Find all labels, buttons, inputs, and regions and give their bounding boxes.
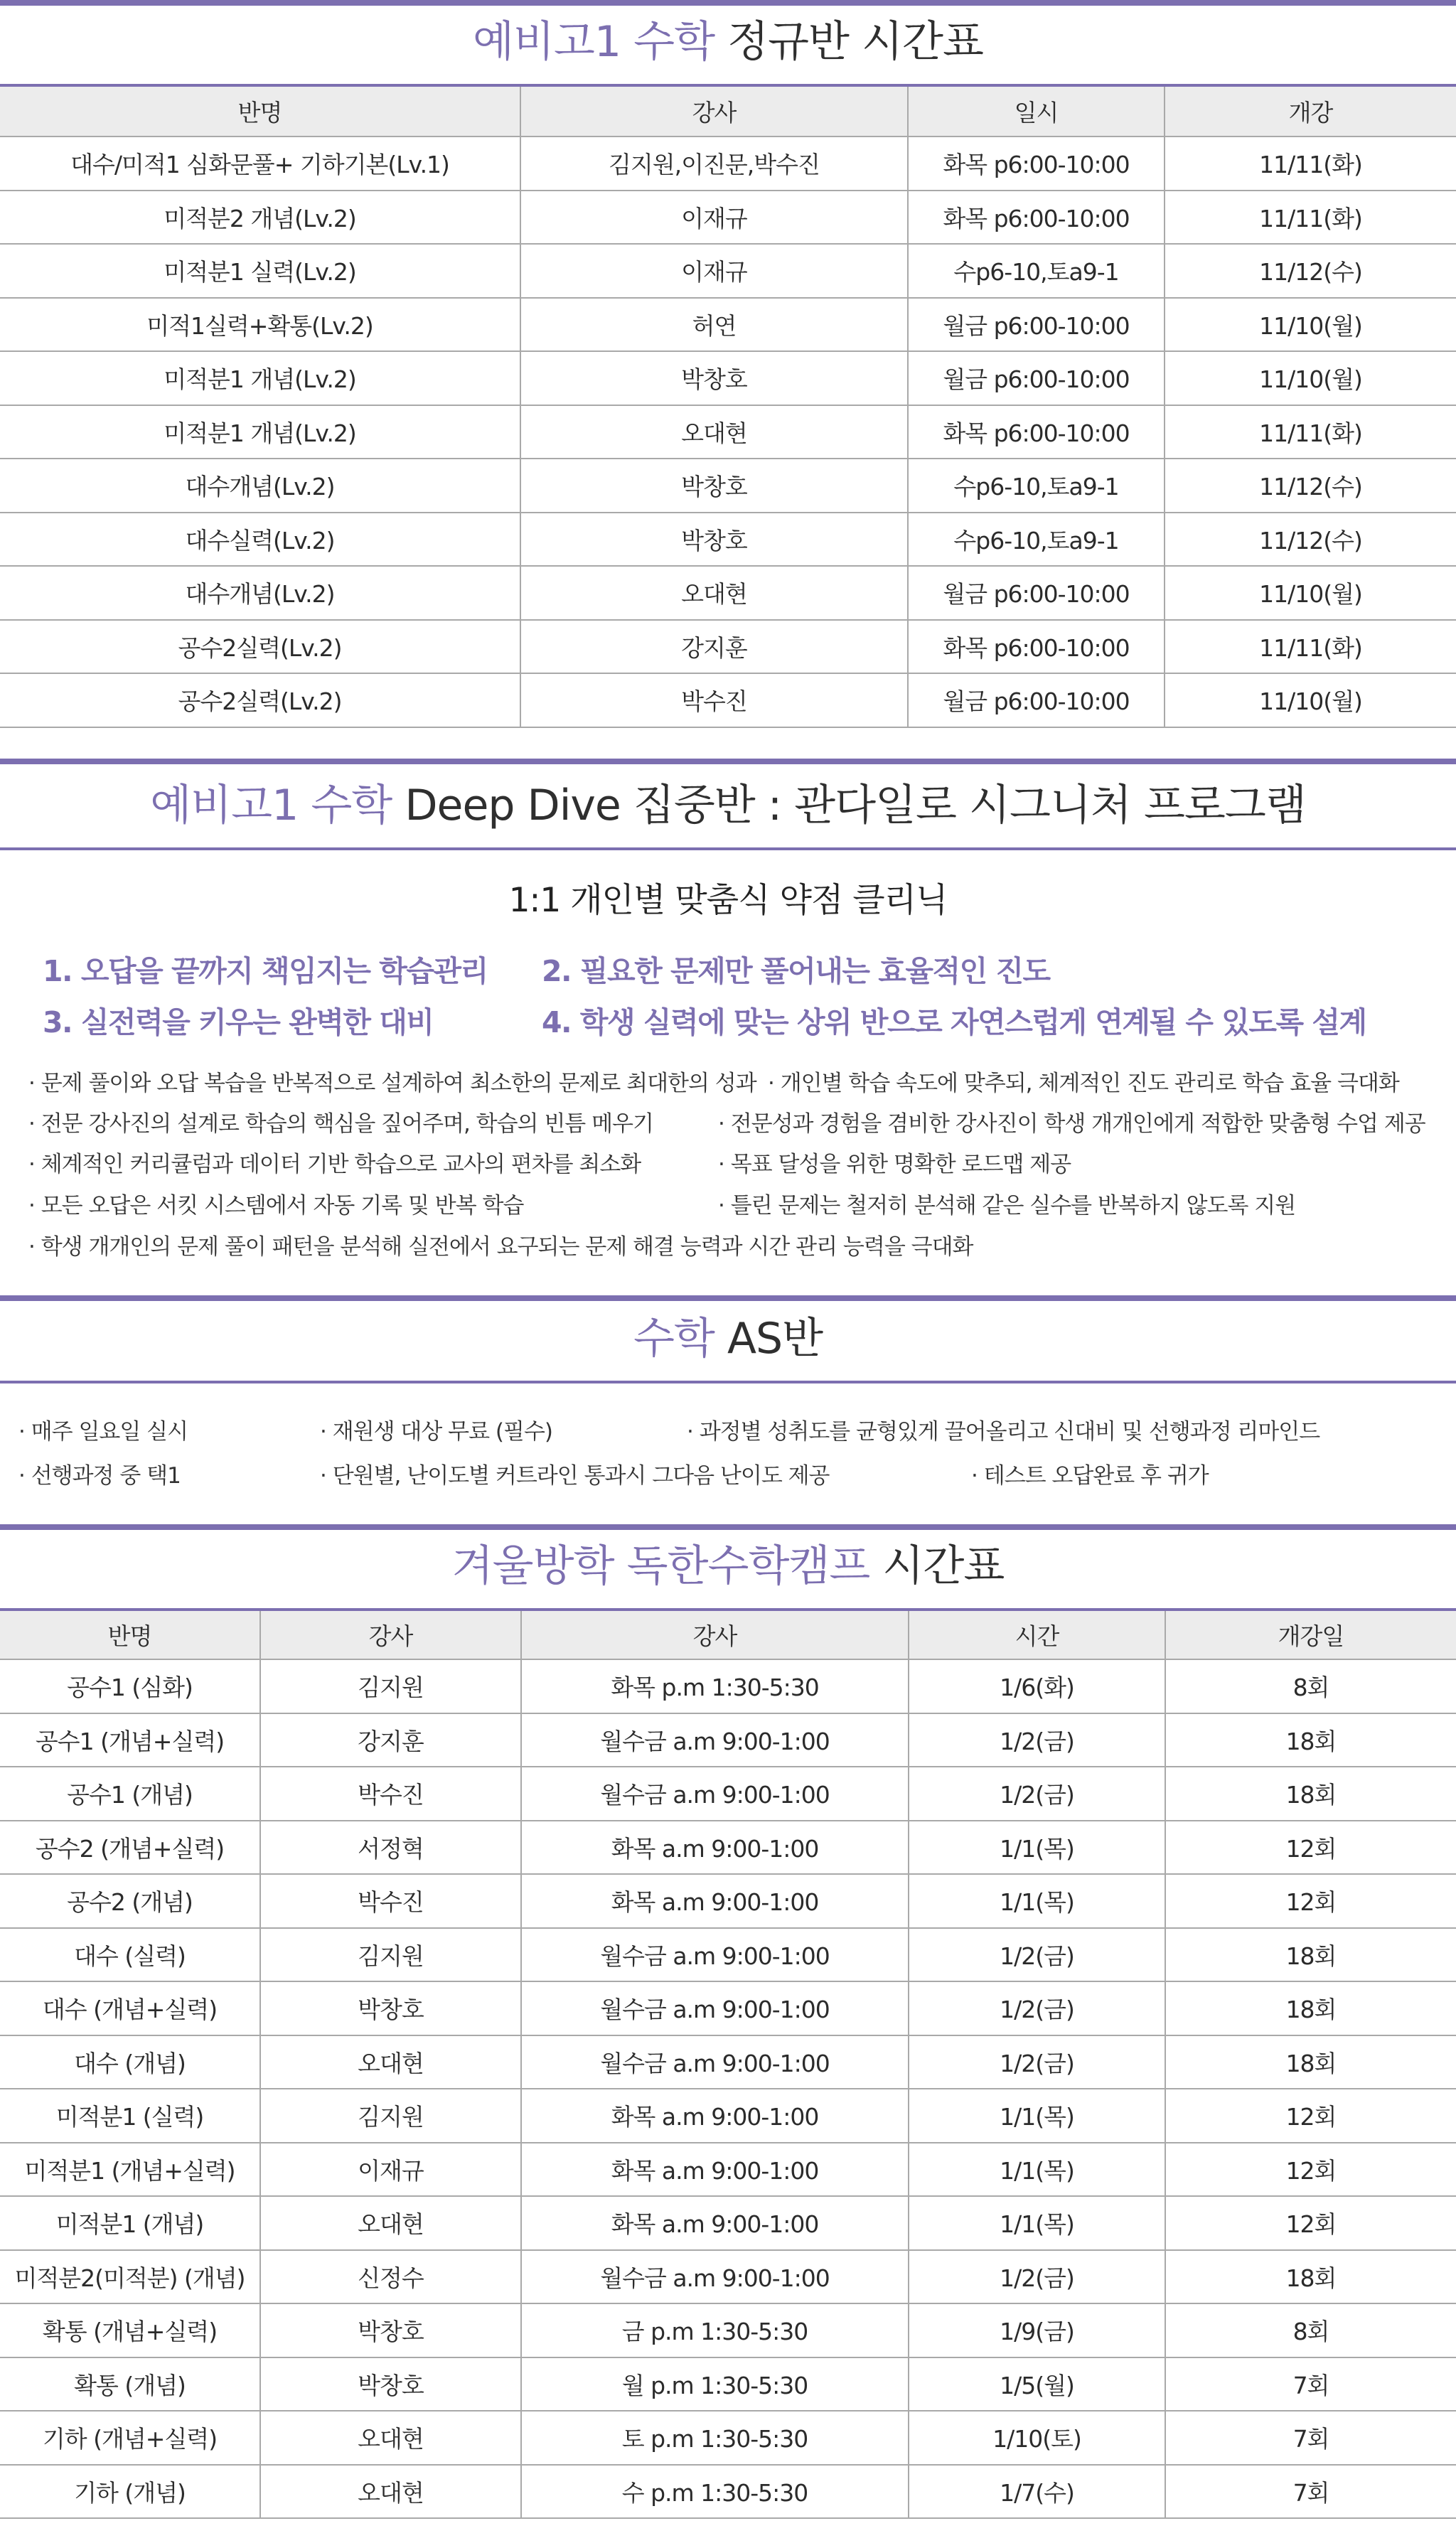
table-header-class: 반명 [0,87,520,136]
schedule-cell: 화목 a.m 9:00-1:00 [521,1821,909,1875]
key-point-4: 4. 학생 실력에 맞는 상위 반으로 자연스럽게 연계될 수 있도록 설계 [542,1005,1366,1039]
schedule-cell: 수p6-10,토a9-1 [908,513,1165,567]
table-row [0,566,1456,620]
table-row [0,1928,1456,1982]
table-row [0,405,1456,459]
class-name-cell: 대수 (실력) [0,1928,260,1982]
start-date-cell: 1/1(목) [909,1821,1165,1875]
table-header-teacher: 강사 [520,87,908,136]
table-row [0,620,1456,674]
table-row [0,2143,1456,2197]
class-name-cell: 확통 (개념) [0,2357,260,2412]
start-date-cell: 1/2(금) [909,1981,1165,2035]
sessions-cell: 7회 [1165,2357,1456,2412]
teacher-cell: 박창호 [520,513,908,567]
sessions-cell: 18회 [1165,1713,1456,1767]
teacher-cell: 서정혁 [260,1821,521,1875]
as-bullet: · 선행과정 중 택1 [18,1459,181,1493]
teacher-cell: 김지원 [260,1659,521,1713]
start-date-cell: 11/11(화) [1165,405,1456,459]
table-row [0,2089,1456,2143]
teacher-cell: 오대현 [520,566,908,620]
sessions-cell: 8회 [1165,1659,1456,1713]
class-name-cell: 공수1 (심화) [0,1659,260,1713]
section2-title-underline [0,847,1456,850]
start-date-cell: 1/2(금) [909,1928,1165,1982]
schedule-cell: 월수금 a.m 9:00-1:00 [521,1928,909,1982]
teacher-cell: 박수진 [520,673,908,727]
teacher-cell: 오대현 [260,2035,521,2089]
start-date-cell: 1/2(금) [909,1767,1165,1821]
teacher-cell: 오대현 [260,2196,521,2250]
teacher-cell: 김지원 [260,2089,521,2143]
start-date-cell: 11/12(수) [1165,513,1456,567]
class-name-cell: 미적분2 개념(Lv.2) [0,191,520,245]
key-point-1: 1. 오답을 끝까지 책임지는 학습관리 [43,954,488,988]
class-name-cell: 기하 (개념) [0,2465,260,2519]
as-bullet: · 단원별, 난이도별 커트라인 통과시 그다음 난이도 제공 [320,1459,830,1493]
key-point-2: 2. 필요한 문제만 풀어내는 효율적인 진도 [542,954,1050,988]
schedule-cell: 월수금 a.m 9:00-1:00 [521,2035,909,2089]
table-header-class: 반명 [0,1611,260,1659]
feature-bullet: · 전문 강사진의 설계로 학습의 핵심을 짚어주며, 학습의 빈틈 메우기 [28,1107,653,1141]
schedule-cell: 화목 p6:00-10:00 [908,191,1165,245]
section3-title-accent: 수학 [633,1314,714,1364]
teacher-cell: 박창호 [520,351,908,405]
table-row [0,298,1456,352]
table-row [0,244,1456,298]
as-bullet: · 테스트 오답완료 후 귀가 [971,1459,1209,1493]
start-date-cell: 1/7(수) [909,2465,1165,2519]
teacher-cell: 김지원,이진문,박수진 [520,136,908,191]
sessions-cell: 12회 [1165,1821,1456,1875]
sessions-cell: 18회 [1165,2035,1456,2089]
class-name-cell: 대수개념(Lv.2) [0,459,520,513]
teacher-cell: 오대현 [260,2465,521,2519]
schedule-cell: 화목 a.m 9:00-1:00 [521,2143,909,2197]
section1-top-rule [0,0,1456,6]
section2-title-accent: 예비고1 수학 [150,781,392,830]
sessions-cell: 8회 [1165,2303,1456,2357]
table-row [0,1767,1456,1821]
class-name-cell: 공수1 (개념) [0,1767,260,1821]
class-name-cell: 미적분1 실력(Lv.2) [0,244,520,298]
sessions-cell: 12회 [1165,1874,1456,1928]
schedule-cell: 수p6-10,토a9-1 [908,244,1165,298]
teacher-cell: 박창호 [260,1981,521,2035]
schedule-cell: 월금 p6:00-10:00 [908,298,1165,352]
start-date-cell: 1/10(토) [909,2411,1165,2465]
sessions-cell: 18회 [1165,1981,1456,2035]
teacher-cell: 김지원 [260,1928,521,1982]
feature-bullet: · 전문성과 경험을 겸비한 강사진이 학생 개개인에게 적합한 맞춤형 수업 제공 [718,1107,1425,1141]
section3-title-underline [0,1381,1456,1383]
schedule-cell: 월금 p6:00-10:00 [908,673,1165,727]
section1-title-rest: 정규반 시간표 [714,17,983,67]
schedule-cell: 화목 p.m 1:30-5:30 [521,1659,909,1713]
table-header-sessions: 개강일 [1165,1611,1456,1659]
section2-title-rest: Deep Dive 집중반 : 관다일로 시그니처 프로그램 [392,781,1306,830]
teacher-cell: 오대현 [520,405,908,459]
section1-title-accent: 예비고1 수학 [473,17,715,67]
class-name-cell: 미적분1 개념(Lv.2) [0,405,520,459]
class-name-cell: 대수 (개념+실력) [0,1981,260,2035]
teacher-cell: 신정수 [260,2250,521,2304]
sessions-cell: 18회 [1165,1928,1456,1982]
class-name-cell: 기하 (개념+실력) [0,2411,260,2465]
class-name-cell: 대수/미적1 심화문풀+ 기하기본(Lv.1) [0,136,520,191]
as-bullet: · 재원생 대상 무료 (필수) [320,1415,552,1449]
class-name-cell: 미적분2(미적분) (개념) [0,2250,260,2304]
table-header-schedule: 강사 [521,1611,909,1659]
sessions-cell: 18회 [1165,2250,1456,2304]
class-name-cell: 공수2 (개념+실력) [0,1821,260,1875]
section2-top-rule [0,759,1456,764]
feature-bullet: · 문제 풀이와 오답 복습을 반복적으로 설계하여 최소한의 문제로 최대한의 성과 [28,1066,756,1101]
class-name-cell: 확통 (개념+실력) [0,2303,260,2357]
start-date-cell: 1/9(금) [909,2303,1165,2357]
table-row [0,1713,1456,1767]
table-row [0,513,1456,567]
schedule-cell: 화목 a.m 9:00-1:00 [521,2089,909,2143]
class-name-cell: 대수실력(Lv.2) [0,513,520,567]
start-date-cell: 1/2(금) [909,2035,1165,2089]
regular-class-table [0,87,1456,728]
table-row [0,1659,1456,1713]
section4-title-accent: 겨울방학 독한수학캠프 [451,1541,870,1591]
schedule-cell: 월 p.m 1:30-5:30 [521,2357,909,2412]
section3-top-rule [0,1295,1456,1301]
section4-title-rest: 시간표 [869,1541,1005,1591]
section4-title [0,1534,1456,1598]
teacher-cell: 이재규 [520,244,908,298]
class-name-cell: 대수개념(Lv.2) [0,566,520,620]
table-row [0,1821,1456,1875]
sessions-cell: 12회 [1165,2143,1456,2197]
table-row [0,191,1456,245]
table-row [0,2250,1456,2304]
sessions-cell: 7회 [1165,2465,1456,2519]
table-row [0,1874,1456,1928]
class-name-cell: 미적1실력+확통(Lv.2) [0,298,520,352]
start-date-cell: 11/12(수) [1165,244,1456,298]
class-name-cell: 공수2실력(Lv.2) [0,673,520,727]
clinic-subtitle: 1:1 개인별 맞춤식 약점 클리닉 [508,881,948,920]
schedule-cell: 화목 p6:00-10:00 [908,405,1165,459]
teacher-cell: 이재규 [260,2143,521,2197]
class-name-cell: 미적분1 (개념) [0,2196,260,2250]
start-date-cell: 1/1(목) [909,2196,1165,2250]
class-name-cell: 대수 (개념) [0,2035,260,2089]
teacher-cell: 박창호 [260,2303,521,2357]
feature-bullet: · 틀린 문제는 철저히 분석해 같은 실수를 반복하지 않도록 지원 [718,1189,1295,1223]
schedule-cell: 수p6-10,토a9-1 [908,459,1165,513]
start-date-cell: 1/2(금) [909,1713,1165,1767]
feature-bullet: · 학생 개개인의 문제 풀이 패턴을 분석해 실전에서 요구되는 문제 해결 능력과 시간 관리 능력을 극대화 [28,1230,973,1264]
class-name-cell: 공수2실력(Lv.2) [0,620,520,674]
table-row [0,2411,1456,2465]
table-header-start: 시간 [909,1611,1165,1659]
winter-camp-table [0,1611,1456,2519]
table-row [0,2465,1456,2519]
feature-bullet: · 목표 달성을 위한 명확한 로드맵 제공 [718,1147,1071,1182]
sessions-cell: 12회 [1165,2196,1456,2250]
teacher-cell: 강지훈 [520,620,908,674]
schedule-cell: 월수금 a.m 9:00-1:00 [521,2250,909,2304]
table-row [0,459,1456,513]
schedule-cell: 화목 p6:00-10:00 [908,136,1165,191]
key-point-3: 3. 실전력을 키우는 완벽한 대비 [43,1005,434,1039]
schedule-cell: 월수금 a.m 9:00-1:00 [521,1981,909,2035]
section4-top-rule [0,1524,1456,1530]
schedule-cell: 월수금 a.m 9:00-1:00 [521,1713,909,1767]
teacher-cell: 박창호 [260,2357,521,2412]
teacher-cell: 박수진 [260,1767,521,1821]
schedule-cell: 화목 a.m 9:00-1:00 [521,1874,909,1928]
table-row [0,2357,1456,2412]
class-name-cell: 미적분1 개념(Lv.2) [0,351,520,405]
as-bullet: · 과정별 성취도를 균형있게 끌어올리고 신대비 및 선행과정 리마인드 [687,1415,1320,1449]
start-date-cell: 11/11(화) [1165,620,1456,674]
schedule-cell: 화목 p6:00-10:00 [908,620,1165,674]
table-header-start: 개강 [1165,87,1456,136]
table-row [0,351,1456,405]
table-row [0,673,1456,727]
schedule-cell: 수 p.m 1:30-5:30 [521,2465,909,2519]
teacher-cell: 박창호 [520,459,908,513]
teacher-cell: 강지훈 [260,1713,521,1767]
sessions-cell: 7회 [1165,2411,1456,2465]
start-date-cell: 1/2(금) [909,2250,1165,2304]
class-name-cell: 미적분1 (개념+실력) [0,2143,260,2197]
start-date-cell: 1/6(화) [909,1659,1165,1713]
start-date-cell: 1/1(목) [909,2143,1165,2197]
table-row [0,2035,1456,2089]
start-date-cell: 11/11(화) [1165,136,1456,191]
table-row [0,2196,1456,2250]
start-date-cell: 11/12(수) [1165,459,1456,513]
schedule-cell: 월금 p6:00-10:00 [908,351,1165,405]
start-date-cell: 1/1(목) [909,1874,1165,1928]
schedule-cell: 금 p.m 1:30-5:30 [521,2303,909,2357]
feature-bullet: · 모든 오답은 서킷 시스템에서 자동 기록 및 반복 학습 [28,1189,523,1223]
table-row [0,2303,1456,2357]
teacher-cell: 이재규 [520,191,908,245]
teacher-cell: 박수진 [260,1874,521,1928]
feature-bullet: · 개인별 학습 속도에 맞추되, 체계적인 진도 관리로 학습 효율 극대화 [768,1066,1399,1101]
schedule-cell: 화목 a.m 9:00-1:00 [521,2196,909,2250]
teacher-cell: 허연 [520,298,908,352]
table-row [0,136,1456,191]
start-date-cell: 11/10(월) [1165,673,1456,727]
start-date-cell: 11/10(월) [1165,566,1456,620]
start-date-cell: 11/10(월) [1165,351,1456,405]
sessions-cell: 12회 [1165,2089,1456,2143]
schedule-cell: 월금 p6:00-10:00 [908,566,1165,620]
start-date-cell: 11/11(화) [1165,191,1456,245]
table-header-schedule: 일시 [908,87,1165,136]
start-date-cell: 1/1(목) [909,2089,1165,2143]
class-name-cell: 미적분1 (실력) [0,2089,260,2143]
feature-bullet: · 체계적인 커리큘럼과 데이터 기반 학습으로 교사의 편차를 최소화 [28,1147,641,1182]
teacher-cell: 오대현 [260,2411,521,2465]
schedule-cell: 토 p.m 1:30-5:30 [521,2411,909,2465]
section3-title [0,1307,1456,1371]
table-header-teacher: 강사 [260,1611,521,1659]
table-row [0,1981,1456,2035]
class-name-cell: 공수2 (개념) [0,1874,260,1928]
schedule-cell: 월수금 a.m 9:00-1:00 [521,1767,909,1821]
section1-title [0,10,1456,74]
as-bullet: · 매주 일요일 실시 [18,1415,188,1449]
start-date-cell: 1/5(월) [909,2357,1165,2412]
section2-title [0,774,1456,837]
section3-title-rest: AS반 [714,1314,823,1364]
sessions-cell: 18회 [1165,1767,1456,1821]
class-name-cell: 공수1 (개념+실력) [0,1713,260,1767]
start-date-cell: 11/10(월) [1165,298,1456,352]
